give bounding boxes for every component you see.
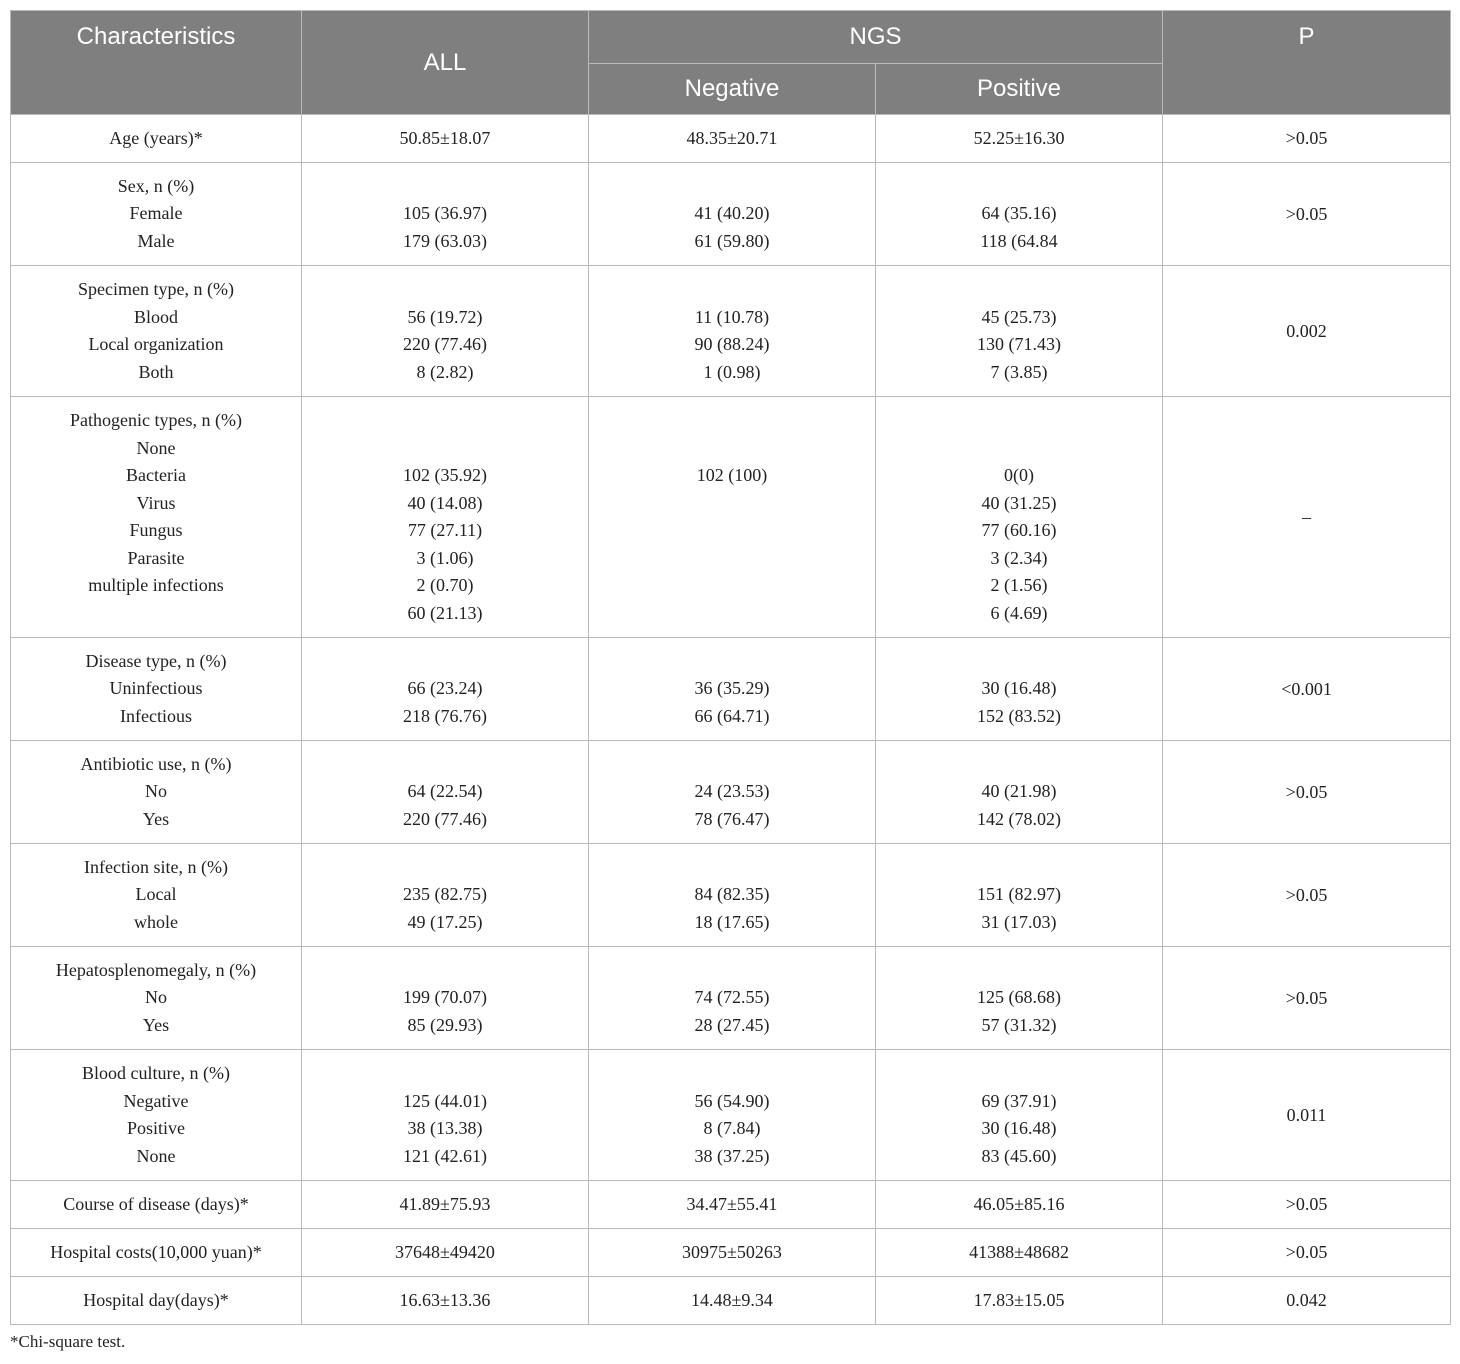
- cell-line: 17.83±15.05: [973, 1289, 1065, 1310]
- cell-line: [302, 407, 588, 435]
- cell-line: 46.05±85.16: [973, 1193, 1065, 1214]
- table-row: [11, 266, 1451, 397]
- row-label-cell: [11, 115, 302, 163]
- cell-line: Infectious: [120, 705, 192, 726]
- cell-line: [589, 173, 875, 201]
- cell-line: 66 (64.71): [694, 705, 770, 726]
- row-label-cell: [11, 1277, 302, 1325]
- cell-line: [589, 407, 875, 435]
- cell-line: 218 (76.76): [403, 705, 487, 726]
- cell-line: 102 (35.92): [403, 465, 487, 485]
- cell-line: [876, 435, 1162, 463]
- cell-line: [589, 1060, 875, 1088]
- cell-line: 90 (88.24): [694, 334, 770, 354]
- cell-line: [589, 517, 875, 545]
- cell-line: [589, 490, 875, 518]
- cell-line: [302, 854, 588, 882]
- cell-line: 125 (68.68): [977, 987, 1061, 1008]
- cell-line: 179 (63.03): [403, 230, 487, 251]
- cell-line: 199 (70.07): [403, 987, 487, 1008]
- positive-cell: [876, 1229, 1163, 1277]
- cell-line: No: [145, 781, 167, 802]
- table-row: [11, 115, 1451, 163]
- cell-line: [302, 173, 588, 201]
- cell-line: 220 (77.46): [403, 334, 487, 354]
- cell-line: [876, 173, 1162, 201]
- row-label-cell: [11, 1181, 302, 1229]
- all-cell: [302, 266, 589, 397]
- cell-line: Blood culture, n (%): [82, 1063, 230, 1083]
- cell-line: 121 (42.61): [403, 1145, 487, 1166]
- cell-line: 1 (0.98): [703, 361, 761, 382]
- cell-line: 16.63±13.36: [399, 1289, 491, 1310]
- cell-line: Male: [137, 230, 175, 251]
- cell-line: [589, 854, 875, 882]
- negative-cell: [589, 947, 876, 1050]
- header-negative: Negative: [589, 64, 876, 115]
- cell-line: 130 (71.43): [977, 334, 1061, 354]
- p-value-cell: <0.001: [1163, 638, 1451, 741]
- cell-line: Uninfectious: [109, 678, 203, 699]
- cell-line: 2 (0.70): [416, 575, 474, 595]
- table-row: [11, 947, 1451, 1050]
- cell-line: Hospital costs(10,000 yuan)*: [50, 1241, 262, 1262]
- cell-line: Virus: [136, 492, 176, 513]
- cell-line: Age (years)*: [109, 127, 203, 148]
- cell-line: 41 (40.20): [694, 203, 770, 224]
- negative-cell: [589, 1229, 876, 1277]
- cell-line: 36 (35.29): [694, 678, 770, 699]
- cell-line: [876, 957, 1162, 985]
- cell-line: None: [136, 1145, 176, 1166]
- header-p: P: [1163, 11, 1451, 115]
- cell-line: 235 (82.75): [403, 884, 487, 905]
- cell-line: 77 (27.11): [407, 520, 483, 540]
- table-row: [11, 638, 1451, 741]
- p-value-cell: 0.011: [1163, 1050, 1451, 1181]
- cell-line: 64 (22.54): [407, 781, 483, 802]
- cell-line: 85 (29.93): [407, 1014, 483, 1035]
- header-characteristics: Characteristics: [11, 11, 302, 115]
- cell-line: Antibiotic use, n (%): [80, 753, 232, 774]
- cell-line: [589, 648, 875, 676]
- all-cell: [302, 844, 589, 947]
- cell-line: 105 (36.97): [403, 203, 487, 224]
- cell-line: Local organization: [88, 334, 224, 354]
- cell-line: multiple infections: [88, 575, 224, 595]
- cell-line: No: [145, 987, 167, 1008]
- positive-cell: [876, 844, 1163, 947]
- table-row: [11, 844, 1451, 947]
- table-row: [11, 163, 1451, 266]
- cell-line: 52.25±16.30: [973, 127, 1065, 148]
- cell-line: Blood: [133, 306, 178, 327]
- cell-line: Positive: [126, 1118, 185, 1138]
- cell-line: 3 (1.06): [416, 547, 474, 568]
- p-value-cell: >0.05: [1163, 947, 1451, 1050]
- cell-line: [302, 276, 588, 304]
- cell-line: [589, 435, 875, 463]
- p-value-cell: >0.05: [1163, 844, 1451, 947]
- p-value-cell: 0.042: [1163, 1277, 1451, 1325]
- row-label-cell: [11, 266, 302, 397]
- positive-cell: [876, 947, 1163, 1050]
- row-label-cell: [11, 741, 302, 844]
- negative-cell: [589, 266, 876, 397]
- cell-line: 64 (35.16): [981, 203, 1057, 224]
- cell-line: 41.89±75.93: [399, 1193, 491, 1214]
- cell-line: 34.47±55.41: [686, 1193, 778, 1214]
- all-cell: [302, 638, 589, 741]
- cell-line: 30975±50263: [682, 1241, 782, 1262]
- cell-line: 102 (100): [696, 465, 768, 485]
- cell-line: 8 (7.84): [703, 1118, 761, 1138]
- positive-cell: [876, 1181, 1163, 1229]
- cell-line: [589, 751, 875, 779]
- negative-cell: [589, 1050, 876, 1181]
- all-cell: [302, 947, 589, 1050]
- positive-cell: [876, 266, 1163, 397]
- all-cell: [302, 115, 589, 163]
- p-value-cell: –: [1163, 397, 1451, 638]
- cell-line: Course of disease (days)*: [63, 1193, 249, 1214]
- cell-line: 24 (23.53): [694, 781, 770, 802]
- positive-cell: [876, 1277, 1163, 1325]
- cell-line: [589, 276, 875, 304]
- table-row: [11, 1277, 1451, 1325]
- cell-line: [589, 545, 875, 573]
- cell-line: Bacteria: [126, 465, 186, 485]
- negative-cell: [589, 741, 876, 844]
- cell-line: 40 (21.98): [981, 781, 1057, 802]
- positive-cell: [876, 638, 1163, 741]
- cell-line: 11 (10.78): [694, 306, 770, 327]
- all-cell: [302, 163, 589, 266]
- header-all: ALL: [302, 11, 589, 115]
- cell-line: 49 (17.25): [407, 911, 483, 932]
- cell-line: 8 (2.82): [416, 361, 474, 382]
- cell-line: Disease type, n (%): [85, 650, 227, 671]
- cell-line: 45 (25.73): [981, 306, 1057, 327]
- cell-line: 38 (37.25): [694, 1145, 770, 1166]
- negative-cell: [589, 397, 876, 638]
- cell-line: Yes: [142, 808, 170, 829]
- all-cell: [302, 1050, 589, 1181]
- row-label-cell: [11, 638, 302, 741]
- cell-line: 30 (16.48): [981, 678, 1057, 699]
- row-label-cell: [11, 397, 302, 638]
- row-label-cell: [11, 1050, 302, 1181]
- table-footnote: *Chi-square test.: [10, 1332, 126, 1351]
- all-cell: [302, 1229, 589, 1277]
- all-cell: [302, 1277, 589, 1325]
- p-value-cell: >0.05: [1163, 115, 1451, 163]
- positive-cell: [876, 115, 1163, 163]
- cell-line: Infection site, n (%): [84, 856, 228, 877]
- cell-line: [302, 957, 588, 985]
- cell-line: Parasite: [127, 547, 185, 568]
- cell-line: [589, 572, 875, 600]
- cell-line: Local: [135, 884, 177, 905]
- cell-line: Specimen type, n (%): [78, 279, 234, 299]
- p-value-cell: >0.05: [1163, 741, 1451, 844]
- header-positive: Positive: [876, 64, 1163, 115]
- cell-line: 0(0): [1004, 465, 1034, 485]
- cell-line: [876, 648, 1162, 676]
- cell-line: Hepatosplenomegaly, n (%): [55, 959, 257, 980]
- cell-line: 78 (76.47): [694, 808, 770, 829]
- cell-line: 18 (17.65): [694, 911, 770, 932]
- p-value-cell: >0.05: [1163, 1181, 1451, 1229]
- negative-cell: [589, 844, 876, 947]
- negative-cell: [589, 638, 876, 741]
- negative-cell: [589, 115, 876, 163]
- cell-line: 50.85±18.07: [399, 127, 491, 148]
- all-cell: [302, 1181, 589, 1229]
- table-row: [11, 397, 1451, 638]
- cell-line: [302, 751, 588, 779]
- all-cell: [302, 741, 589, 844]
- cell-line: 220 (77.46): [403, 808, 487, 829]
- negative-cell: [589, 163, 876, 266]
- positive-cell: [876, 163, 1163, 266]
- table-row: [11, 1229, 1451, 1277]
- cell-line: [589, 600, 875, 628]
- cell-line: [876, 276, 1162, 304]
- cell-line: 61 (59.80): [694, 230, 770, 251]
- row-label-cell: [11, 844, 302, 947]
- cell-line: 14.48±9.34: [691, 1289, 773, 1310]
- cell-line: Negative: [123, 1090, 189, 1111]
- header-ngs: NGS: [589, 11, 1163, 64]
- cell-line: 152 (83.52): [977, 705, 1061, 726]
- cell-line: [11, 600, 301, 628]
- cell-line: 40 (31.25): [981, 492, 1057, 513]
- cell-line: Sex, n (%): [117, 175, 195, 196]
- cell-line: [302, 648, 588, 676]
- positive-cell: [876, 1050, 1163, 1181]
- row-label-cell: [11, 947, 302, 1050]
- cell-line: 41388±48682: [969, 1241, 1069, 1262]
- cell-line: 74 (72.55): [694, 987, 770, 1008]
- cell-line: 56 (19.72): [407, 306, 483, 327]
- cell-line: 2 (1.56): [990, 575, 1048, 595]
- cell-line: 84 (82.35): [694, 884, 770, 905]
- positive-cell: [876, 741, 1163, 844]
- cell-line: 48.35±20.71: [686, 127, 778, 148]
- negative-cell: [589, 1277, 876, 1325]
- table-row: [11, 1181, 1451, 1229]
- cell-line: Hospital day(days)*: [83, 1289, 229, 1310]
- cell-line: 30 (16.48): [981, 1118, 1057, 1138]
- cell-line: Both: [138, 361, 174, 382]
- p-value-cell: 0.002: [1163, 266, 1451, 397]
- negative-cell: [589, 1181, 876, 1229]
- cell-line: [589, 957, 875, 985]
- cell-line: Yes: [142, 1014, 170, 1035]
- cell-line: 31 (17.03): [981, 911, 1057, 932]
- cell-line: [876, 751, 1162, 779]
- row-label-cell: [11, 1229, 302, 1277]
- cell-line: 69 (37.91): [981, 1090, 1057, 1111]
- table-row: [11, 1050, 1451, 1181]
- table-row: [11, 741, 1451, 844]
- cell-line: 118 (64.84: [980, 230, 1058, 251]
- cell-line: whole: [134, 911, 178, 932]
- cell-line: 142 (78.02): [977, 808, 1061, 829]
- p-value-cell: >0.05: [1163, 1229, 1451, 1277]
- cell-line: 66 (23.24): [407, 678, 483, 699]
- cell-line: 6 (4.69): [990, 602, 1048, 623]
- characteristics-table: [10, 10, 1451, 1325]
- positive-cell: [876, 397, 1163, 638]
- cell-line: [876, 407, 1162, 435]
- cell-line: 83 (45.60): [981, 1145, 1057, 1166]
- cell-line: 28 (27.45): [694, 1014, 770, 1035]
- cell-line: Fungus: [129, 520, 183, 540]
- cell-line: 151 (82.97): [977, 884, 1061, 905]
- cell-line: 3 (2.34): [990, 547, 1048, 568]
- cell-line: [302, 1060, 588, 1088]
- cell-line: 7 (3.85): [990, 361, 1048, 382]
- cell-line: Female: [129, 203, 183, 224]
- cell-line: Pathogenic types, n (%): [70, 410, 242, 430]
- cell-line: [302, 435, 588, 463]
- all-cell: [302, 397, 589, 638]
- cell-line: 38 (13.38): [407, 1118, 483, 1138]
- cell-line: 125 (44.01): [403, 1090, 487, 1111]
- cell-line: 40 (14.08): [407, 492, 483, 513]
- cell-line: 57 (31.32): [981, 1014, 1057, 1035]
- cell-line: 60 (21.13): [407, 602, 483, 623]
- row-label-cell: [11, 163, 302, 266]
- cell-line: [876, 854, 1162, 882]
- cell-line: 77 (60.16): [981, 520, 1057, 540]
- p-value-cell: >0.05: [1163, 163, 1451, 266]
- cell-line: 56 (54.90): [694, 1090, 770, 1111]
- cell-line: [876, 1060, 1162, 1088]
- cell-line: None: [136, 437, 176, 458]
- cell-line: 37648±49420: [395, 1241, 495, 1262]
